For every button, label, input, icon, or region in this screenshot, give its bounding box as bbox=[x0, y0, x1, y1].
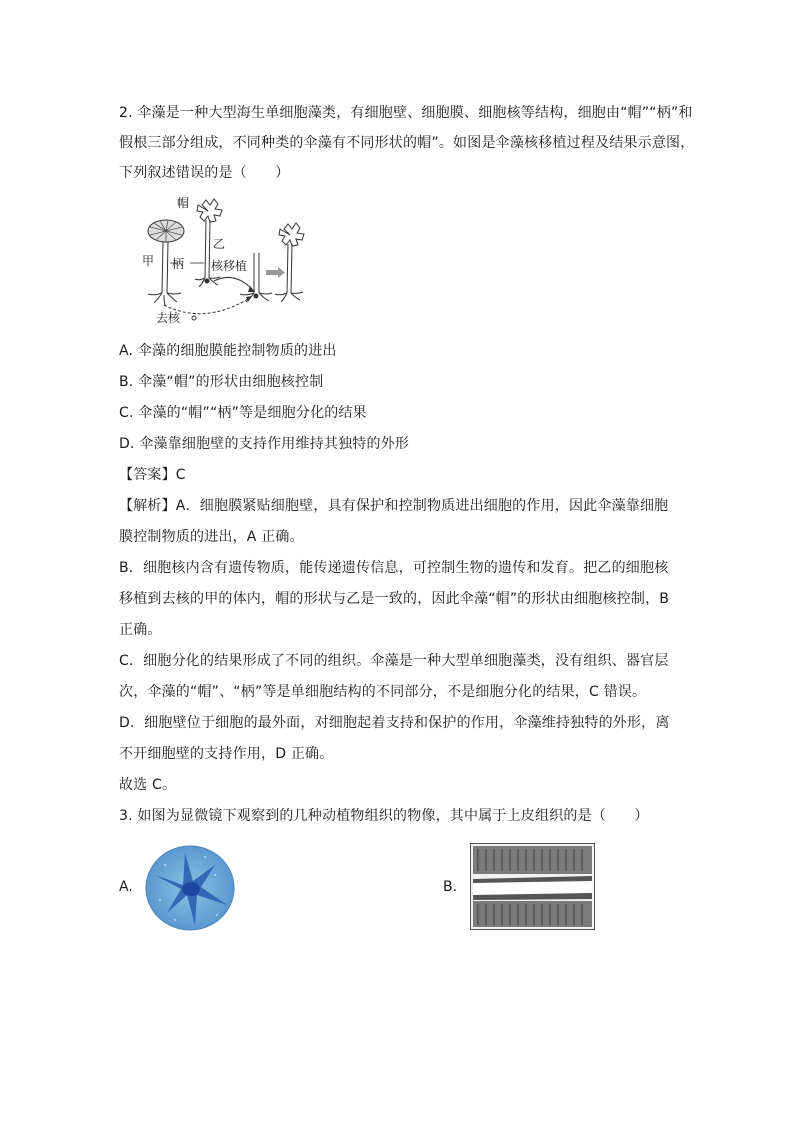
q2-analysis-line: 【解析】A．细胞膜紧贴细胞壁，具有保护和控制物质进出细胞的作用，因此伞藻靠细胞 bbox=[119, 498, 669, 514]
q3-stem: 3. 如图为显微镜下观察到的几种动植物组织的物像，其中属于上皮组织的是（ ） bbox=[119, 808, 649, 824]
q2-stem-line1: 2. 伞藻是一种大型海生单细胞藻类，有细胞壁、细胞膜、细胞核等结构，细胞由“帽”“柄”和 bbox=[119, 105, 693, 121]
acetabularia-nuclear-transplant-diagram bbox=[138, 193, 318, 325]
q2-analysis-line: D．细胞壁位于细胞的最外面，对细胞起着支持和保护的作用，伞藻维持独特的外形，离 bbox=[119, 715, 670, 731]
result-cell bbox=[275, 223, 304, 302]
q2-option-c: C. 伞藻的“帽”“柄”等是细胞分化的结果 bbox=[119, 405, 367, 421]
q2-stem-line2: 假根三部分组成，不同种类的伞藻有不同形状的帽”。如图是伞藻核移植过程及结果示意图， bbox=[119, 135, 695, 151]
q3-option-a-micrograph bbox=[145, 845, 235, 931]
q2-answer: 【答案】C bbox=[119, 467, 186, 483]
label-stalk: 柄 bbox=[172, 257, 185, 271]
label-jia: 甲 bbox=[142, 254, 155, 268]
label-yi: 乙 bbox=[213, 237, 226, 251]
q2-option-a: A. 伞藻的细胞膜能控制物质的进出 bbox=[119, 343, 337, 359]
q3-option-b-micrograph bbox=[470, 843, 595, 930]
q2-stem-line3: 下列叙述错误的是（ ） bbox=[119, 165, 290, 181]
q2-analysis-line: 正确。 bbox=[119, 622, 162, 638]
label-cap: 帽 bbox=[177, 196, 190, 210]
q2-analysis-line: 不开细胞壁的支持作用，D 正确。 bbox=[119, 746, 334, 762]
result-arrow bbox=[266, 270, 278, 275]
q2-analysis-line: B．细胞核内含有遗传物质，能传递遗传信息，可控制生物的遗传和发育。把乙的细胞核 bbox=[119, 560, 669, 576]
q2-analysis-line: 次，伞藻的“帽”、“柄”等是单细胞结构的不同部分，不是细胞分化的结果，C 错误。 bbox=[119, 684, 647, 700]
q3-option-b-label: B. bbox=[443, 879, 458, 895]
q2-analysis-line: 故选 C。 bbox=[119, 777, 177, 793]
q2-option-b: B. 伞藻“帽”的形状由细胞核控制 bbox=[119, 374, 324, 390]
q3-option-a-label: A. bbox=[119, 879, 133, 895]
q2-analysis-line: 移植到去核的甲的体内，帽的形状与乙是一致的，因此伞藻“帽”的形状由细胞核控制，B bbox=[119, 591, 670, 607]
q2-analysis-line: C．细胞分化的结果形成了不同的组织。伞藻是一种大型单细胞藻类，没有组织、器官层 bbox=[119, 653, 669, 669]
transplant-arrow bbox=[214, 277, 252, 289]
label-enucleate: 去核 bbox=[156, 311, 181, 325]
q2-option-d: D. 伞藻靠细胞壁的支持作用维持其独特的外形 bbox=[119, 436, 410, 452]
label-transplant: 核移植 bbox=[211, 259, 248, 273]
q2-analysis-line: 膜控制物质的进出，A 正确。 bbox=[119, 529, 304, 545]
